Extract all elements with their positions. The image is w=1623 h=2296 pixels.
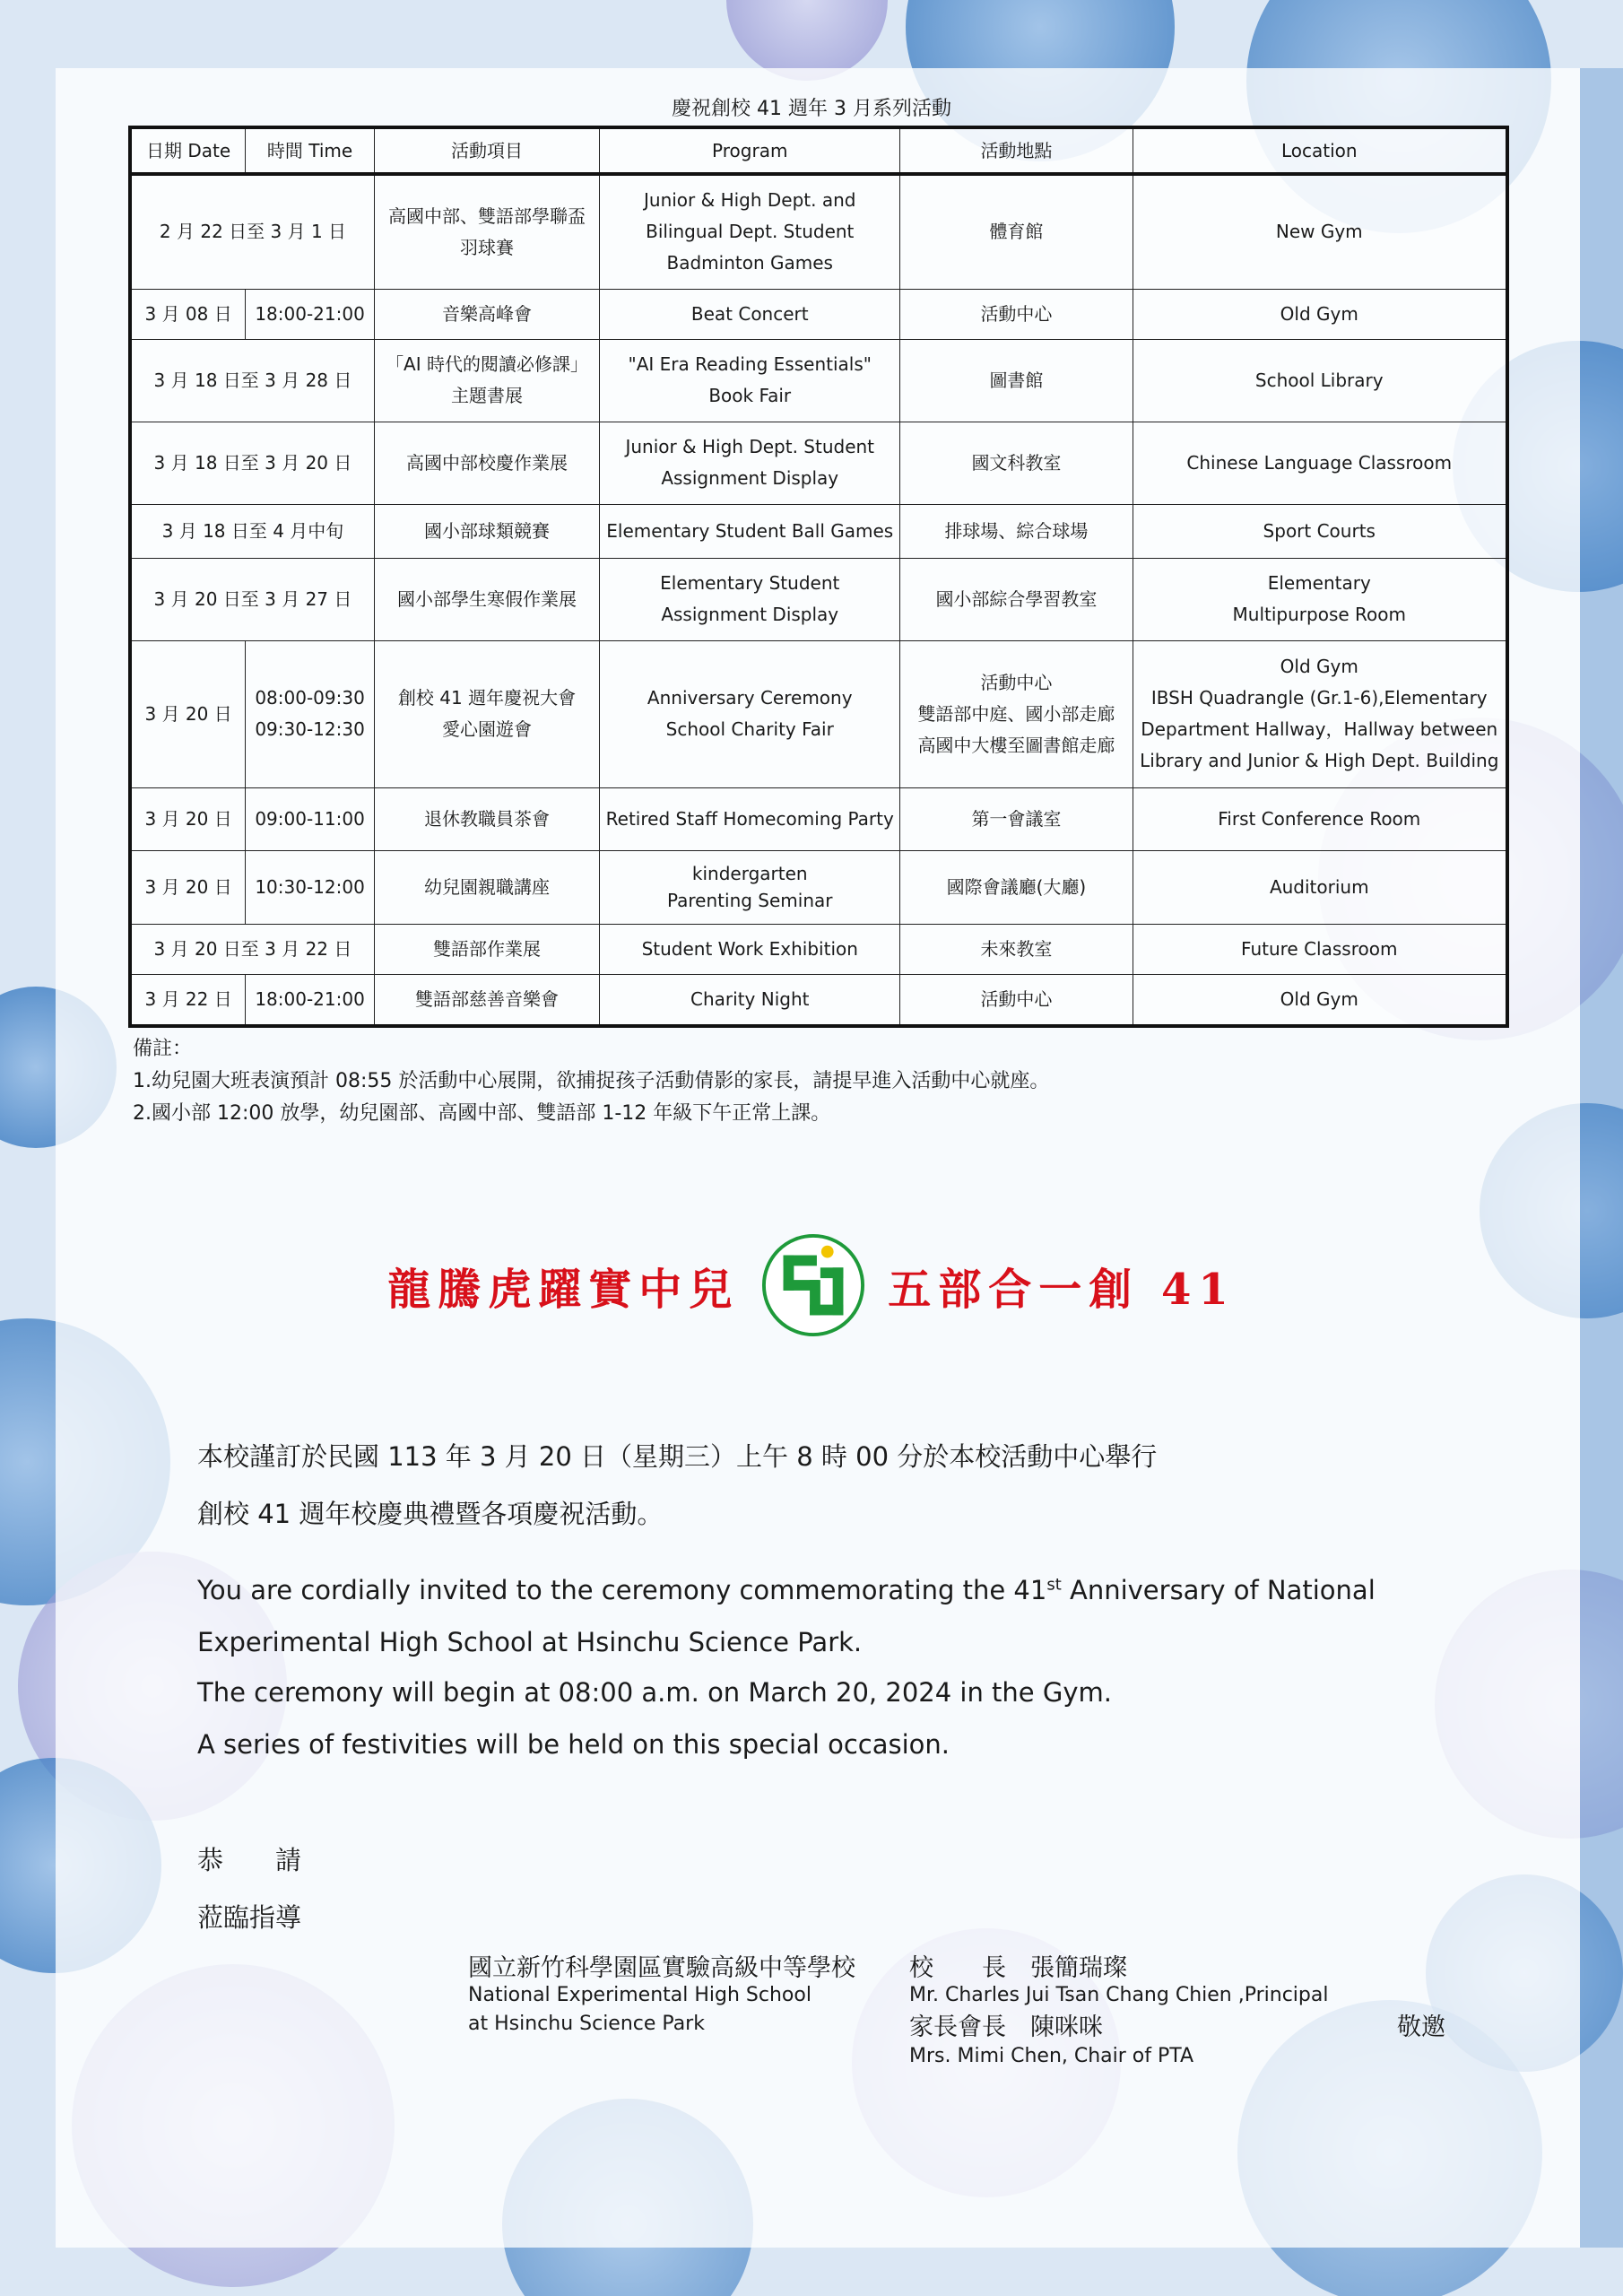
cell-date: 3 月 20 日至 3 月 22 日 <box>130 924 374 974</box>
header-date: 日期 Date <box>130 127 246 174</box>
cell-place: 體育館 <box>900 174 1133 289</box>
cell-date: 3 月 18 日至 3 月 20 日 <box>130 422 374 504</box>
header-time: 時間 Time <box>246 127 375 174</box>
school-emblem-icon <box>760 1232 866 1338</box>
table-row <box>130 787 1507 850</box>
cell-date: 3 月 20 日至 3 月 27 日 <box>130 558 374 640</box>
cell-place: 國際會議廳(大廳) <box>900 850 1133 924</box>
principal-name-en: Mr. Charles Jui Tsan Chang Chien ,Principal <box>909 1984 1329 2006</box>
table-row <box>130 422 1507 504</box>
cell-date: 3 月 20 日 <box>130 787 246 850</box>
school-name-zh: 國立新竹科學園區實驗高級中等學校 <box>468 1954 855 1982</box>
cell-program: Elementary Student Ball Games <box>600 504 900 558</box>
notes-block <box>133 1033 1049 1130</box>
school-name-en-line2: at Hsinchu Science Park <box>468 2013 705 2035</box>
table-row <box>130 640 1507 787</box>
closing-line1: 恭 請 <box>197 1845 302 1875</box>
cell-date: 3 月 08 日 <box>130 289 246 339</box>
cell-program: Junior & High Dept. and Bilingual Dept. Student Badminton Games <box>600 174 900 289</box>
cell-activity: 音樂高峰會 <box>374 289 599 339</box>
cell-program: kindergarten Parenting Seminar <box>600 850 900 924</box>
cell-location: New Gym <box>1133 174 1507 289</box>
table-row <box>130 174 1507 289</box>
pta-chair-en: Mrs. Mimi Chen, Chair of PTA <box>909 2045 1194 2067</box>
cell-location: Auditorium <box>1133 850 1507 924</box>
cell-activity: 高國中部校慶作業展 <box>374 422 599 504</box>
table-header-row <box>130 127 1507 174</box>
cell-place: 國小部綜合學習教室 <box>900 558 1133 640</box>
invitation-en-line3: The ceremony will begin at 08:00 a.m. on March 20, 2024 in the Gym. <box>197 1677 1112 1708</box>
invitation-zh-line2: 創校 41 週年校慶典禮暨各項慶祝活動。 <box>197 1499 664 1529</box>
cell-activity: 「AI 時代的閱讀必修課」 主題書展 <box>374 339 599 422</box>
cell-activity: 雙語部作業展 <box>374 924 599 974</box>
invitation-en-line2: Experimental High School at Hsinchu Science Park. <box>197 1627 863 1657</box>
cell-place: 國文科教室 <box>900 422 1133 504</box>
slogan-left: 龍騰虎躍實中兒 <box>387 1264 740 1315</box>
respectfully-invite: 敬邀 <box>1397 2013 1445 2041</box>
cell-place: 活動中心 <box>900 974 1133 1026</box>
header-place: 活動地點 <box>900 127 1133 174</box>
table-row <box>130 850 1507 924</box>
invitation-en-line1-text: You are cordially invited to the ceremony commemorating the 41 <box>197 1575 1047 1605</box>
cell-location: Future Classroom <box>1133 924 1507 974</box>
cell-location: Old Gym IBSH Quadrangle (Gr.1-6),Elementary Department Hallway，Hallway between Library and Junior & High Dept. Building <box>1133 640 1507 787</box>
cell-program: Student Work Exhibition <box>600 924 900 974</box>
cell-activity: 國小部球類競賽 <box>374 504 599 558</box>
cell-activity: 幼兒園親職講座 <box>374 850 599 924</box>
note-item: 1.幼兒園大班表演預計 08:55 於活動中心展開，欲捕捉孩子活動倩影的家長，請提早進入活動中心就座。 <box>133 1070 1050 1092</box>
cell-activity: 高國中部、雙語部學聯盃 羽球賽 <box>374 174 599 289</box>
cell-location: Elementary Multipurpose Room <box>1133 558 1507 640</box>
cell-location: Sport Courts <box>1133 504 1507 558</box>
cell-time: 10:30-12:00 <box>246 850 375 924</box>
cell-place: 未來教室 <box>900 924 1133 974</box>
cell-location: Old Gym <box>1133 289 1507 339</box>
cell-program: Beat Concert <box>600 289 900 339</box>
cell-program: "AI Era Reading Essentials" Book Fair <box>600 339 900 422</box>
cell-place: 活動中心 <box>900 289 1133 339</box>
header-location: Location <box>1133 127 1507 174</box>
activity-schedule-table <box>128 126 1509 1028</box>
cell-activity: 創校 41 週年慶祝大會 愛心園遊會 <box>374 640 599 787</box>
school-name-en-line1: National Experimental High School <box>468 1984 812 2006</box>
cell-date: 3 月 20 日 <box>130 640 246 787</box>
header-activity: 活動項目 <box>374 127 599 174</box>
cell-date: 3 月 22 日 <box>130 974 246 1026</box>
cell-date: 2 月 22 日至 3 月 1 日 <box>130 174 374 289</box>
cell-program: Junior & High Dept. Student Assignment Display <box>600 422 900 504</box>
cell-location: Chinese Language Classroom <box>1133 422 1507 504</box>
ordinal-suffix: st <box>1046 1575 1062 1595</box>
table-row <box>130 339 1507 422</box>
cell-location: School Library <box>1133 339 1507 422</box>
cell-program: Anniversary Ceremony School Charity Fair <box>600 640 900 787</box>
cell-date: 3 月 20 日 <box>130 850 246 924</box>
cell-program: Elementary Student Assignment Display <box>600 558 900 640</box>
notes-heading: 備註： <box>133 1038 193 1060</box>
cell-time: 09:00-11:00 <box>246 787 375 850</box>
invitation-zh-line1: 本校謹訂於民國 113 年 3 月 20 日（星期三）上午 8 時 00 分於本校活動中心舉行 <box>197 1441 1158 1472</box>
cell-place: 圖書館 <box>900 339 1133 422</box>
table-row <box>130 558 1507 640</box>
note-item: 2.國小部 12:00 放學，幼兒園部、高國中部、雙語部 1-12 年級下午正常上課。 <box>133 1102 831 1125</box>
cell-program: Retired Staff Homecoming Party <box>600 787 900 850</box>
cell-location: Old Gym <box>1133 974 1507 1026</box>
slogan-banner <box>0 1227 1623 1344</box>
closing-line2: 蒞臨指導 <box>197 1902 302 1933</box>
table-row <box>130 974 1507 1026</box>
cell-time: 08:00-09:30 09:30-12:30 <box>246 640 375 787</box>
cell-place: 排球場、綜合球場 <box>900 504 1133 558</box>
table-row <box>130 289 1507 339</box>
principal-name-zh: 校 長 張簡瑞璨 <box>909 1954 1127 1982</box>
table-row <box>130 504 1507 558</box>
slogan-right: 五部合一創 41 <box>888 1264 1236 1315</box>
cell-time: 18:00-21:00 <box>246 974 375 1026</box>
cell-time: 18:00-21:00 <box>246 289 375 339</box>
invitation-en-line4: A series of festivities will be held on this special occasion. <box>197 1729 950 1760</box>
invitation-en-line1 <box>197 1575 1376 1605</box>
cell-activity: 退休教職員茶會 <box>374 787 599 850</box>
pta-chair-zh: 家長會長 陳咪咪 <box>909 2013 1103 2041</box>
cell-date: 3 月 18 日至 3 月 28 日 <box>130 339 374 422</box>
table-title: 慶祝創校 41 週年 3 月系列活動 <box>672 98 951 120</box>
cell-program: Charity Night <box>600 974 900 1026</box>
cell-date: 3 月 18 日至 4 月中旬 <box>130 504 374 558</box>
cell-activity: 雙語部慈善音樂會 <box>374 974 599 1026</box>
cell-location: First Conference Room <box>1133 787 1507 850</box>
table-row <box>130 924 1507 974</box>
header-program: Program <box>600 127 900 174</box>
cell-place: 第一會議室 <box>900 787 1133 850</box>
cell-activity: 國小部學生寒假作業展 <box>374 558 599 640</box>
cell-place: 活動中心 雙語部中庭、國小部走廊 高國中大樓至圖書館走廊 <box>900 640 1133 787</box>
invitation-en-line1-tail: Anniversary of National <box>1061 1575 1376 1605</box>
